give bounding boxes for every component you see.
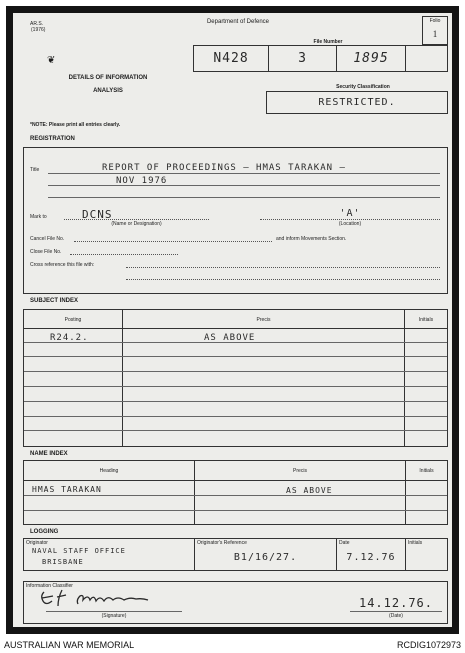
archive-name: AUSTRALIAN WAR MEMORIAL: [4, 640, 135, 650]
security-box: [266, 91, 448, 114]
punch-mark: ❦: [47, 55, 56, 66]
originator-line-1: NAVAL STAFF OFFICE: [32, 547, 126, 555]
signature-caption: (Signature): [101, 613, 127, 619]
subject-index-table: [23, 309, 448, 447]
form-sheet: [13, 13, 452, 627]
classifier-date-value: 14.12.76.: [358, 596, 434, 610]
file-item: 1895: [353, 51, 389, 66]
subject-row-1-precis: AS ABOVE: [204, 333, 256, 343]
date-label: Date: [339, 540, 350, 546]
name-row-1-heading: HMAS TARAKAN: [32, 485, 102, 494]
title-line-2: NOV 1976: [116, 176, 168, 186]
originator-label: Originator: [26, 540, 48, 546]
location-value: 'A': [339, 208, 361, 219]
registration-heading: REGISTRATION: [30, 136, 75, 142]
folio-box: [422, 16, 448, 45]
close-file-label: Close File No.: [30, 249, 62, 255]
signature: [38, 586, 158, 612]
originator-reference-label: Originator's Reference: [197, 540, 247, 546]
logging-heading: LOGGING: [30, 529, 59, 535]
heading-header: Heading: [99, 468, 119, 474]
originator-reference-value: B1/16/27.: [233, 552, 298, 563]
date-caption: (Date): [389, 613, 403, 619]
folio-label: Folio: [429, 18, 441, 24]
print-note: *NOTE: Please print all entries clearly.: [30, 122, 121, 128]
name-initials-header: Initials: [419, 468, 434, 474]
form-title: DETAILS OF INFORMATION: [68, 75, 148, 81]
initials-header: Initials: [418, 317, 434, 323]
title-line-1: REPORT OF PROCEEDINGS – HMAS TARAKAN –: [102, 163, 346, 173]
originator-line-2: BRISBANE: [42, 558, 84, 566]
form-year: (1976): [31, 27, 46, 33]
security-label: Security Classification: [336, 84, 390, 90]
file-number-label: File Number: [313, 39, 343, 45]
subject-row-1-posting: R24.2.: [50, 333, 89, 343]
name-precis-header: Precis: [293, 468, 307, 474]
inform-movements-text: and inform Movements Section.: [276, 236, 347, 242]
name-row-1-precis: AS ABOVE: [286, 486, 333, 495]
mark-to-value: DCNS: [82, 208, 113, 221]
file-series: 3: [298, 51, 307, 66]
logging-table: [23, 538, 448, 571]
precis-header: Precis: [256, 317, 271, 323]
cancel-file-label: Cancel File No.: [30, 236, 65, 242]
department: Department of Defence: [206, 19, 270, 25]
form-subtitle: ANALYSIS: [93, 88, 123, 94]
posting-header: Posting: [64, 317, 82, 323]
classifier-box: [23, 581, 448, 624]
file-number-box: [193, 45, 448, 72]
logging-date-value: 7.12.76: [346, 552, 396, 563]
title-label: Title: [30, 167, 40, 173]
cross-reference-label: Cross reference this file with:: [30, 262, 95, 268]
classifier-label: Information Classifier: [26, 583, 73, 589]
folio-number: 1: [432, 29, 438, 39]
name-index-table: [23, 460, 448, 525]
name-designation-caption: (Name or Designation): [111, 221, 162, 227]
form-code: AR.S.: [30, 21, 44, 27]
subject-index-heading: SUBJECT INDEX: [30, 298, 79, 304]
name-index-heading: NAME INDEX: [30, 451, 68, 457]
archive-id: RCDIG1072973: [396, 640, 461, 650]
mark-to-label: Mark to: [30, 214, 47, 220]
file-prefix: N428: [213, 51, 249, 66]
location-caption: (Location): [338, 221, 362, 227]
registration-box: [23, 147, 448, 294]
log-initials-label: Initials: [408, 540, 423, 546]
security-value: RESTRICTED.: [318, 97, 396, 108]
